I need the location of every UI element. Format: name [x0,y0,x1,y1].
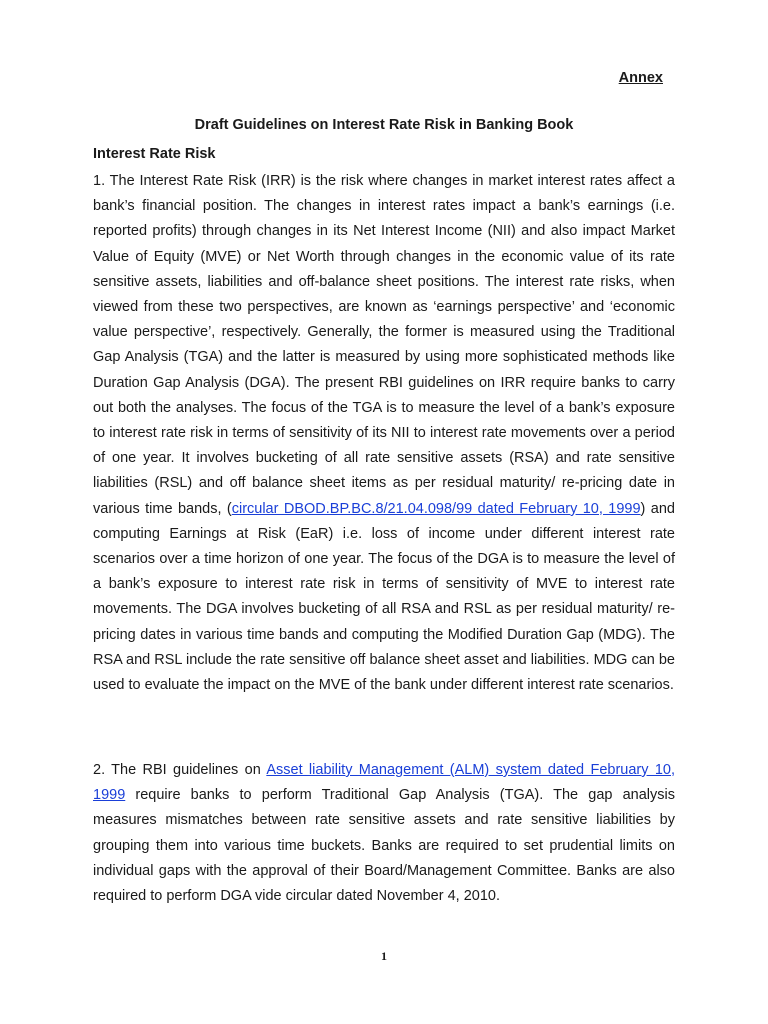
paragraph-2-text-start: 2. The RBI guidelines on [93,762,267,778]
page-number: 1 [381,949,387,963]
circular-link[interactable]: circular DBOD.BP.BC.8/21.04.098/99 dated February 10, 1999 [231,500,641,517]
section-heading: Interest Rate Risk [93,146,216,162]
annex-label: Annex [618,70,663,86]
paragraph-2 [93,758,675,909]
paragraph-1 [93,169,675,698]
paragraph-1-text-start: 1. The Interest Rate Risk (IRR) is the risk where changes in market interest rates affect a bank’s financial position. The changes in interest rates impact a bank’s earnings (i.e. reported profits) through changes in its Net Interest Income (NII) and also impact Market Value of Equity (MVE) or Net Worth through changes in the economic value of its rate sensitive assets, liabilities and off-balance sheet positions. The interest rate risks, when viewed from these two perspectives, are known as ‘earnings perspective’ and ‘economic value perspective’, respectively. Generally, the former is measured using the Traditional Gap Analysis (TGA) and the latter is measured by using more sophisticated methods like Duration Gap Analysis (DGA). The present RBI guidelines on IRR require banks to carry out both the analyses. The focus of the TGA is to measure the level of a bank’s exposure to interest rate risk in terms of sensitivity of its NII to interest rate movements over a period of one year. It involves bucketing of all rate sensitive assets (RSA) and rate sensitive liabilities (RSL) and off balance sheet items as per residual maturity/ re-pricing date in various time bands, ( [93,173,675,517]
alm-guidelines-link[interactable]: Asset liability Management (ALM) system dated February 10, 1999 [93,762,675,804]
paragraph-2-text-end: require banks to perform Traditional Gap Analysis (TGA). The gap analysis measures mismatches between rate sensitive assets and rate sensitive liabilities by grouping them into various time buckets. Banks are required to set prudential limits on individual gaps with the approval of their Board/Management Committee. Banks are also required to perform DGA vide circular dated November 4, 2010. [93,787,675,905]
document-title: Draft Guidelines on Interest Rate Risk in Banking Book [194,117,574,133]
paragraph-1-text-end: ) and computing Earnings at Risk (EaR) i.e. loss of income under different interest rate scenarios over a time horizon of one year. The focus of the DGA is to measure the level of a bank’s exposure to interest rate risk in terms of sensitivity of MVE to interest rate movements. The DGA involves bucketing of all RSA and RSL as per residual maturity/ re-pricing dates in various time bands and computing the Modified Duration Gap (MDG). The RSA and RSL include the rate sensitive off balance sheet asset and liabilities. MDG can be used to evaluate the impact on the MVE of the bank under different interest rate scenarios. [93,500,675,694]
